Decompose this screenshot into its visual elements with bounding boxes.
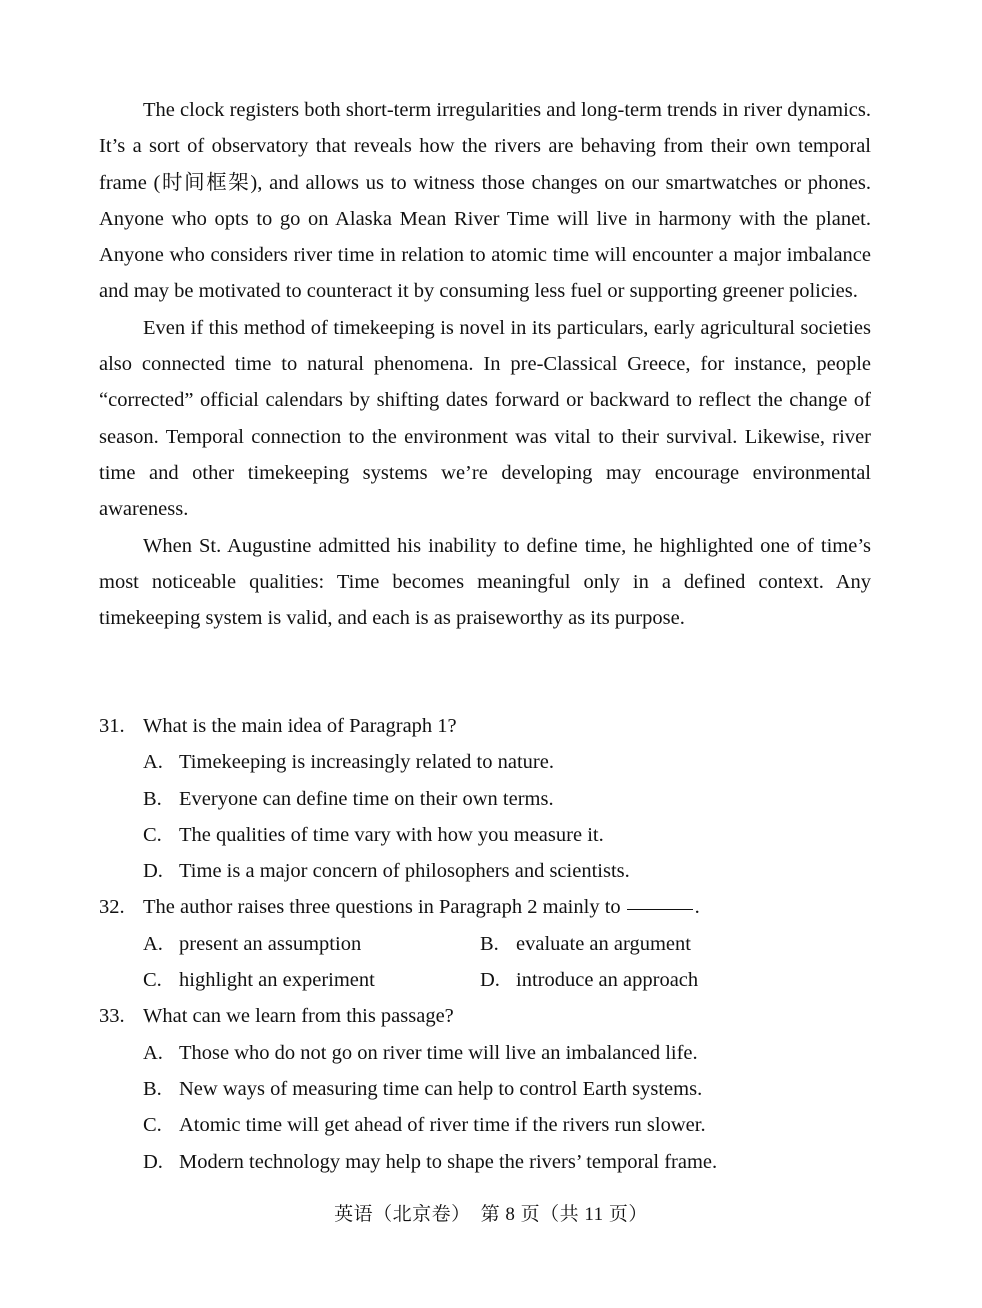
question-list (99, 708, 871, 1180)
question-number: 31. (99, 715, 125, 737)
option-text: highlight an experiment (179, 969, 375, 992)
option-text: The qualities of time vary with how you measure it. (179, 823, 604, 846)
option-row (99, 962, 871, 998)
option-text: present an assumption (179, 932, 362, 955)
option-letter: B. (480, 932, 499, 955)
passage-paragraph: When St. Augustine admitted his inability to define time, he highlighted one of time’s most noticeable qualities: Time becomes meaningful only in a defined context. Any timekeeping system is valid, and each is as praiseworthy as its purpose. (99, 534, 871, 630)
option-letter: C. (143, 823, 162, 846)
answer-blank (627, 889, 693, 910)
question-number: 32. (99, 896, 125, 919)
question-text-end: . (694, 896, 700, 919)
option-b[interactable] (99, 1071, 871, 1107)
question-stem (99, 998, 871, 1034)
question-stem (99, 889, 871, 925)
option-text: Time is a major concern of philosophers and scientists. (179, 860, 630, 883)
question-32 (99, 889, 871, 998)
option-row (99, 926, 871, 962)
option-a[interactable] (143, 926, 480, 962)
question-text: The author raises three questions in Paragraph 2 mainly to (143, 896, 621, 919)
option-d[interactable] (99, 853, 871, 889)
option-text: Modern technology may help to shape the rivers’ temporal frame. (179, 1150, 718, 1173)
option-text: New ways of measuring time can help to control Earth systems. (179, 1077, 703, 1100)
passage-paragraph: The clock registers both short-term irregularities and long-term trends in river dynamics. It’s a sort of observatory that reveals how the rivers are behaving from their own temporal frame (时间框架), and allows us to witness those changes on our smartwatches or phones. Anyone who opts to go on Alaska Mean River Time will live in harmony with the planet. Anyone who considers river time in relation to atomic time will encounter a major imbalance and may be motivated to counteract it by consuming less fuel or supporting greener policies. (99, 99, 871, 303)
option-text: evaluate an argument (516, 932, 691, 955)
option-letter: D. (480, 969, 500, 992)
option-text: introduce an approach (516, 969, 699, 992)
question-31 (99, 708, 871, 889)
option-letter: A. (143, 932, 163, 955)
option-letter: C. (143, 969, 162, 992)
option-c[interactable] (99, 1107, 871, 1143)
option-text: Those who do not go on river time will live an imbalanced life. (179, 1041, 698, 1064)
option-letter: A. (143, 1041, 163, 1064)
option-d[interactable] (480, 962, 817, 998)
option-letter: B. (143, 1077, 162, 1100)
option-a[interactable] (99, 744, 871, 780)
question-number: 33. (99, 1005, 125, 1028)
option-d[interactable] (99, 1144, 871, 1180)
option-c[interactable] (99, 817, 871, 853)
option-text: Timekeeping is increasingly related to nature. (179, 751, 554, 774)
option-text: Atomic time will get ahead of river time if the rivers run slower. (179, 1114, 706, 1137)
option-letter: D. (143, 1150, 163, 1173)
option-b[interactable] (99, 781, 871, 817)
option-text: Everyone can define time on their own terms. (179, 787, 554, 810)
page-footer: 英语（北京卷） 第 8 页（共 11 页） (334, 1204, 648, 1225)
option-letter: B. (143, 787, 162, 810)
option-letter: C. (143, 1114, 162, 1137)
option-c[interactable] (143, 962, 480, 998)
passage-paragraph: Even if this method of timekeeping is novel in its particulars, early agricultural societies also connected time to natural phenomena. In pre-Classical Greece, for instance, people “corrected” official calendars by shifting dates forward or backward to reflect the change of season. Temporal connection to the environment was vital to their survival. Likewise, river time and other timekeeping systems we’re developing may encourage environmental awareness. (99, 316, 871, 521)
question-text: What is the main idea of Paragraph 1? (143, 715, 457, 737)
question-33 (99, 998, 871, 1179)
question-stem (99, 708, 871, 744)
option-letter: D. (143, 860, 163, 883)
option-b[interactable] (480, 926, 817, 962)
question-text: What can we learn from this passage? (143, 1005, 454, 1028)
option-letter: A. (143, 751, 163, 774)
reading-passage (99, 92, 871, 636)
option-a[interactable] (99, 1035, 871, 1071)
